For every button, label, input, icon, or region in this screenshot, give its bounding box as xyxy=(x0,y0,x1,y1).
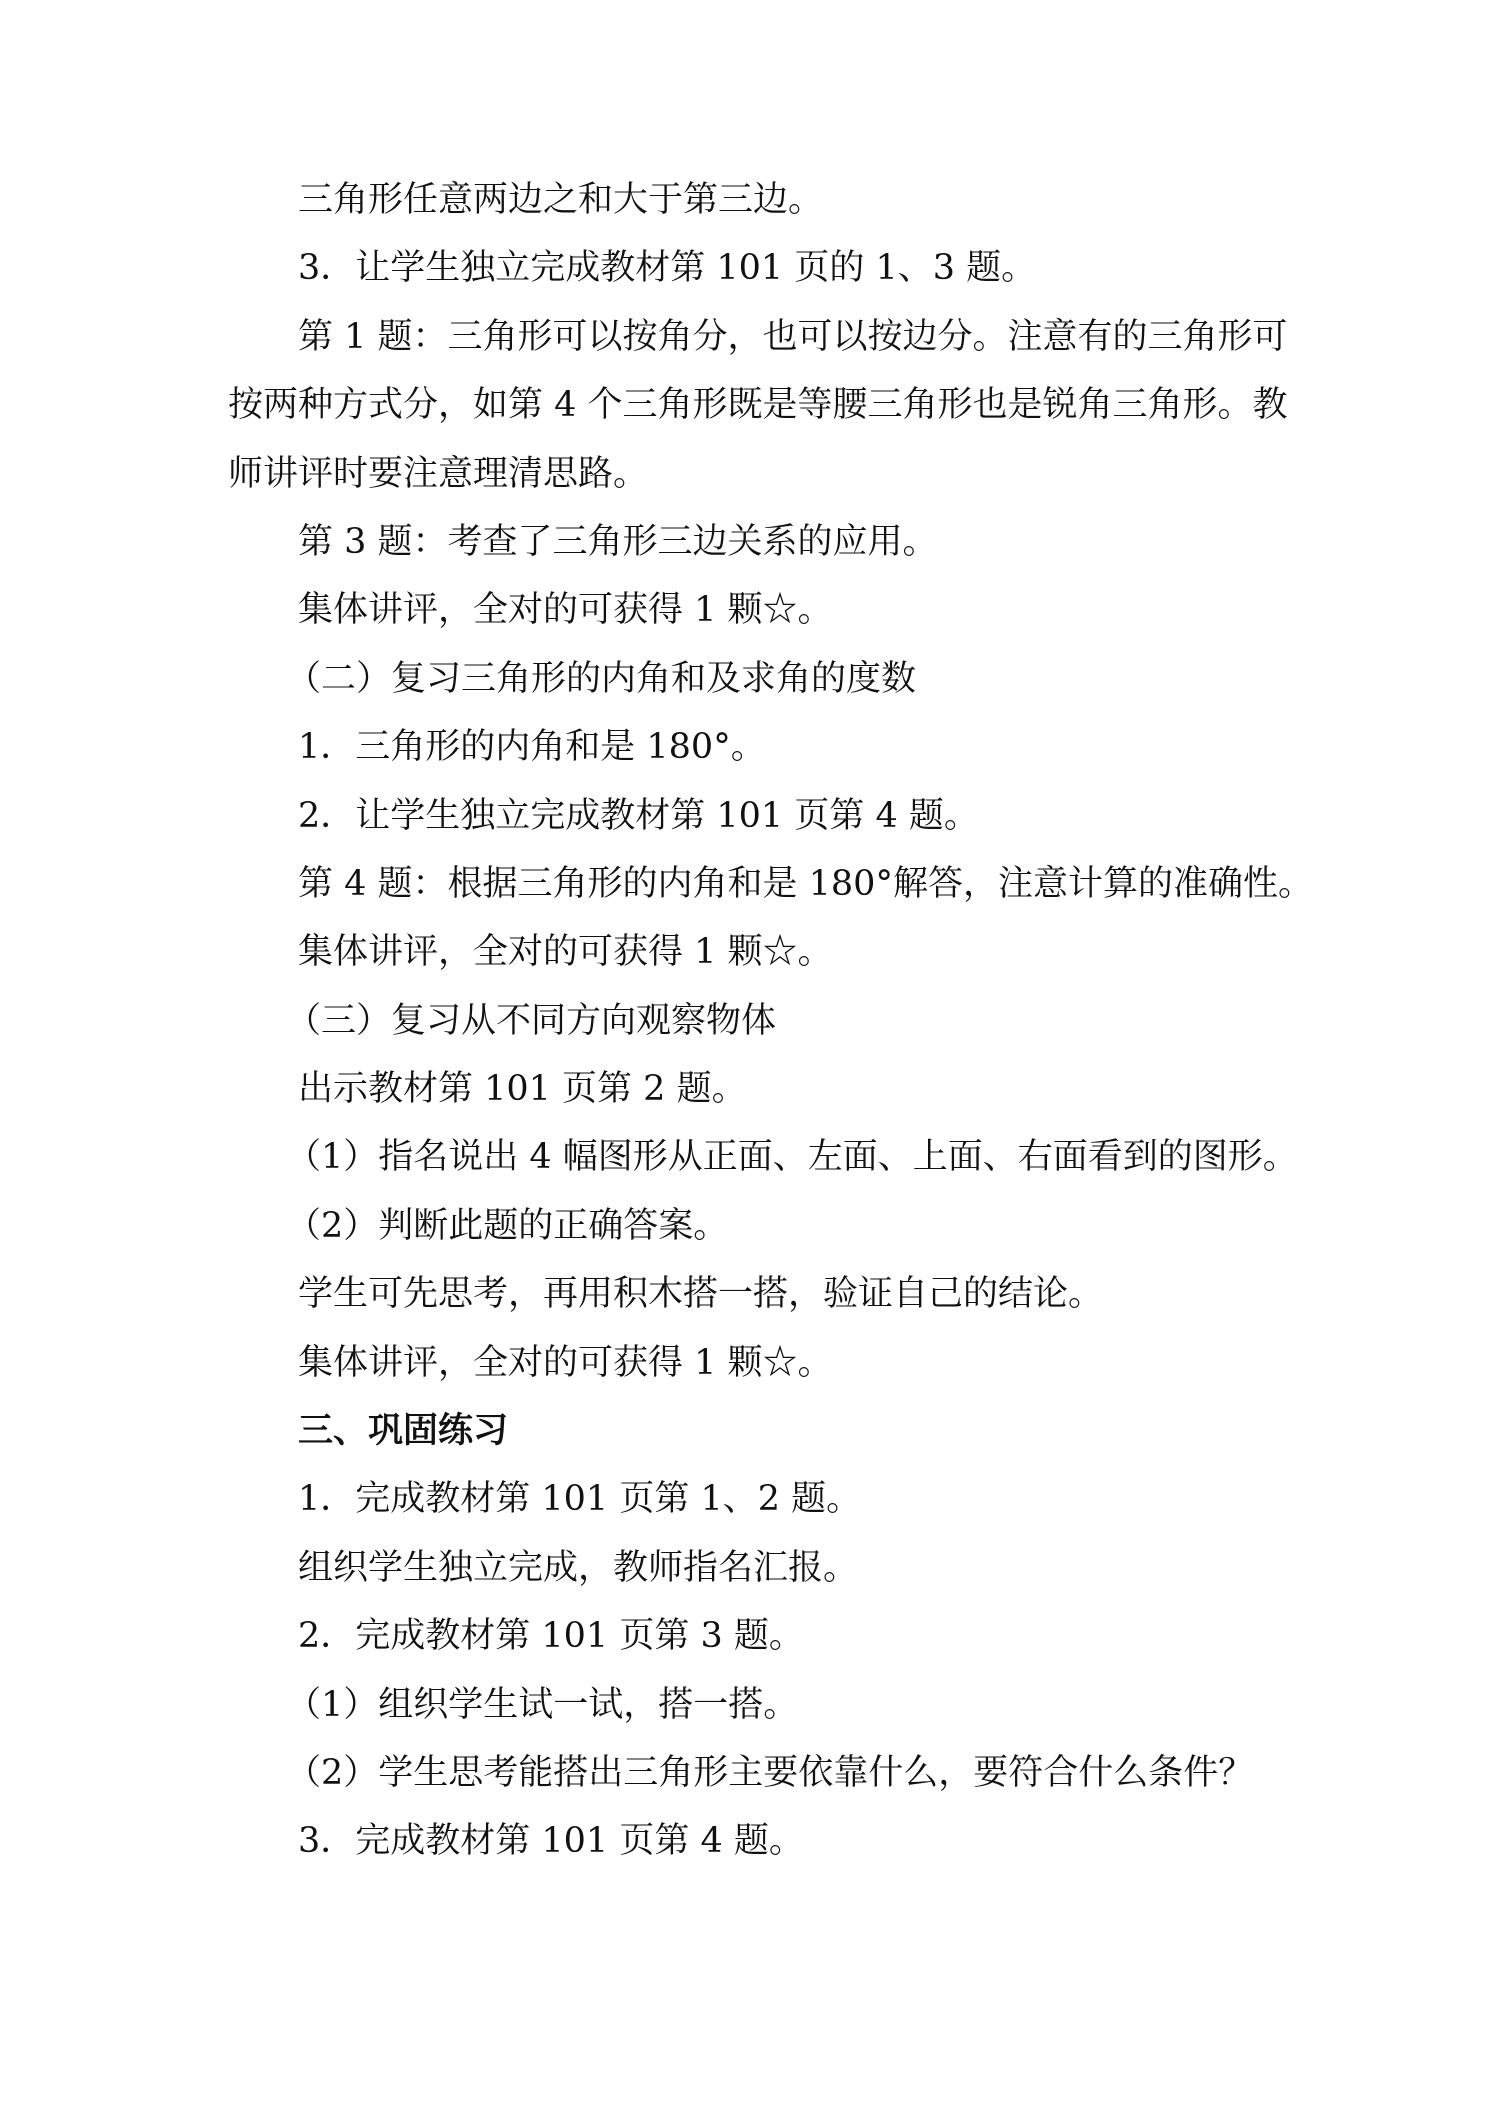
section-heading: 三、巩固练习 xyxy=(298,1410,509,1452)
paragraph-line: 出示教材第 101 页第 2 题。 xyxy=(298,1069,747,1110)
paragraph-line: 3．完成教材第 101 页第 4 题。 xyxy=(298,1821,804,1862)
paragraph-line: （2）学生思考能搭出三角形主要依靠什么，要符合什么条件？ xyxy=(286,1752,1254,1793)
paragraph-line: 第 1 题：三角形可以按角分，也可以按边分。注意有的三角形可 xyxy=(298,316,1288,357)
subsection-heading: （二）复习三角形的内角和及求角的度数 xyxy=(286,658,917,699)
document-body xyxy=(228,166,1313,1876)
paragraph-line: （1）组织学生试一试，搭一搭。 xyxy=(286,1684,799,1725)
paragraph-line: 第 4 题：根据三角形的内角和是 180°解答，注意计算的准确性。 xyxy=(298,863,1313,904)
paragraph-line: 2．让学生独立完成教材第 101 页第 4 题。 xyxy=(298,795,979,836)
paragraph-line: 集体讲评，全对的可获得 1 颗☆。 xyxy=(298,1342,833,1383)
paragraph-line: 2．完成教材第 101 页第 3 题。 xyxy=(298,1616,804,1657)
paragraph-line: 1．三角形的内角和是 180°。 xyxy=(298,727,766,768)
paragraph-line: （2）判断此题的正确答案。 xyxy=(286,1205,729,1246)
paragraph-line: 组织学生独立完成，教师指名汇报。 xyxy=(298,1547,859,1588)
paragraph-line: 按两种方式分，如第 4 个三角形既是等腰三角形也是锐角三角形。教 xyxy=(228,385,1288,426)
paragraph-line: 1．完成教材第 101 页第 1、2 题。 xyxy=(298,1479,862,1520)
paragraph-line: 集体讲评，全对的可获得 1 颗☆。 xyxy=(298,590,833,631)
paragraph-line: 第 3 题：考查了三角形三边关系的应用。 xyxy=(298,521,938,562)
paragraph-line: 集体讲评，全对的可获得 1 颗☆。 xyxy=(298,932,833,973)
paragraph-line: 3．让学生独立完成教材第 101 页的 1、3 题。 xyxy=(298,248,1037,289)
paragraph-line: 三角形任意两边之和大于第三边。 xyxy=(298,180,824,220)
subsection-heading: （三）复习从不同方向观察物体 xyxy=(286,1000,777,1041)
paragraph-line: 学生可先思考，再用积木搭一搭，验证自己的结论。 xyxy=(298,1274,1104,1315)
paragraph-line: 师讲评时要注意理清思路。 xyxy=(228,453,649,494)
paragraph-line: （1）指名说出 4 幅图形从正面、左面、上面、右面看到的图形。 xyxy=(286,1137,1298,1178)
